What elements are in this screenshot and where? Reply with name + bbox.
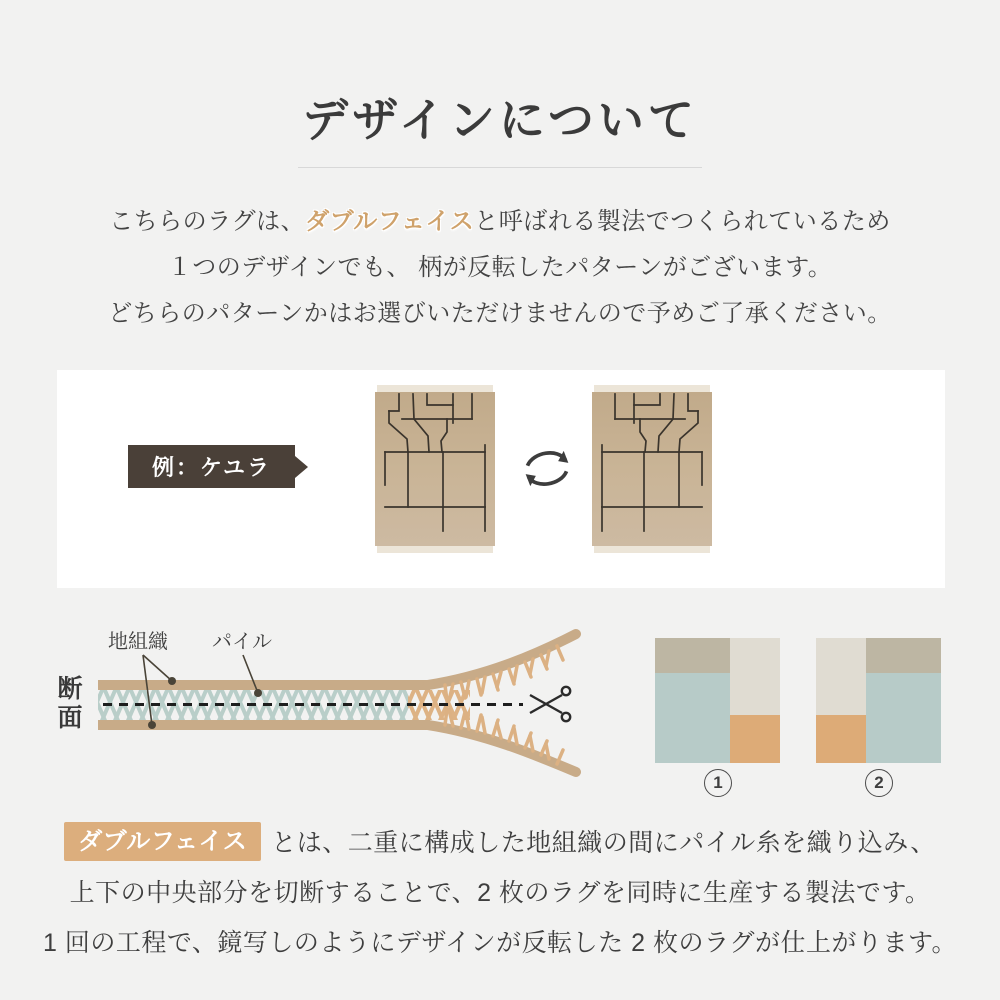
swap-arrows-icon [521, 445, 573, 492]
swatch1-gray-block [655, 638, 730, 673]
swatch-1-number-text: 1 [713, 773, 723, 792]
swatch1-orange-block [730, 715, 780, 763]
pattern-swatch-2 [816, 638, 941, 763]
intro-line-1 [0, 199, 1000, 245]
pattern-swatch-1 [655, 638, 780, 763]
swatch-1-number [704, 769, 732, 797]
swatch1-blue-block [655, 673, 730, 763]
swatch-2-number-text: 2 [874, 773, 884, 792]
label-arrow-tip [295, 456, 308, 478]
title-underline [298, 167, 702, 168]
scissors-icon [530, 687, 570, 721]
pile-label: パイル [212, 631, 272, 653]
description-line-2: 上下の中央部分を切断することで、2 枚のラグを同時に生産する製法です。 [69, 879, 931, 907]
page-title: デザインについて [302, 94, 698, 146]
cross-section-label: 断面 [54, 675, 82, 733]
description-line1-text: とは、二重に構成した地組織の間にパイル糸を織り込み、 [271, 829, 936, 857]
example-box [57, 370, 945, 588]
swatch1-cream-block [730, 638, 780, 715]
example-label-text: 例：ケユラ [151, 455, 272, 480]
swatch-2-number [865, 769, 893, 797]
swatch2-blue-block [866, 673, 941, 763]
description-line-1 [0, 818, 1000, 868]
double-face-badge: ダブルフェイス [64, 822, 261, 861]
description-paragraph [0, 818, 1000, 968]
cross-section-diagram [45, 612, 620, 787]
description-line-3: 1 回の工程で、鏡写しのようにデザインが反転した 2 枚のラグが仕上がります。 [43, 929, 957, 957]
swatch2-orange-block [816, 715, 866, 763]
double-face-accent-text: ダブルフェイス [305, 208, 475, 235]
intro-line-2: １つのデザインでも、 柄が反転したパターンがございます。 [167, 254, 833, 281]
base-weave-label: 地組織 [108, 631, 168, 653]
example-label [128, 445, 295, 488]
swatch2-cream-block [816, 638, 866, 715]
rug-image-mirrored [592, 385, 712, 553]
intro-line1-post: と呼ばれる製法でつくられているため [474, 208, 891, 235]
intro-paragraph [0, 199, 1000, 337]
swatch2-gray-block [866, 638, 941, 673]
intro-line-3: どちらのパターンかはお選びいただけませんので予めご了承ください。 [108, 300, 892, 327]
intro-line1-pre: こちらのラグは、 [109, 208, 306, 235]
rug-image-original [375, 385, 495, 553]
